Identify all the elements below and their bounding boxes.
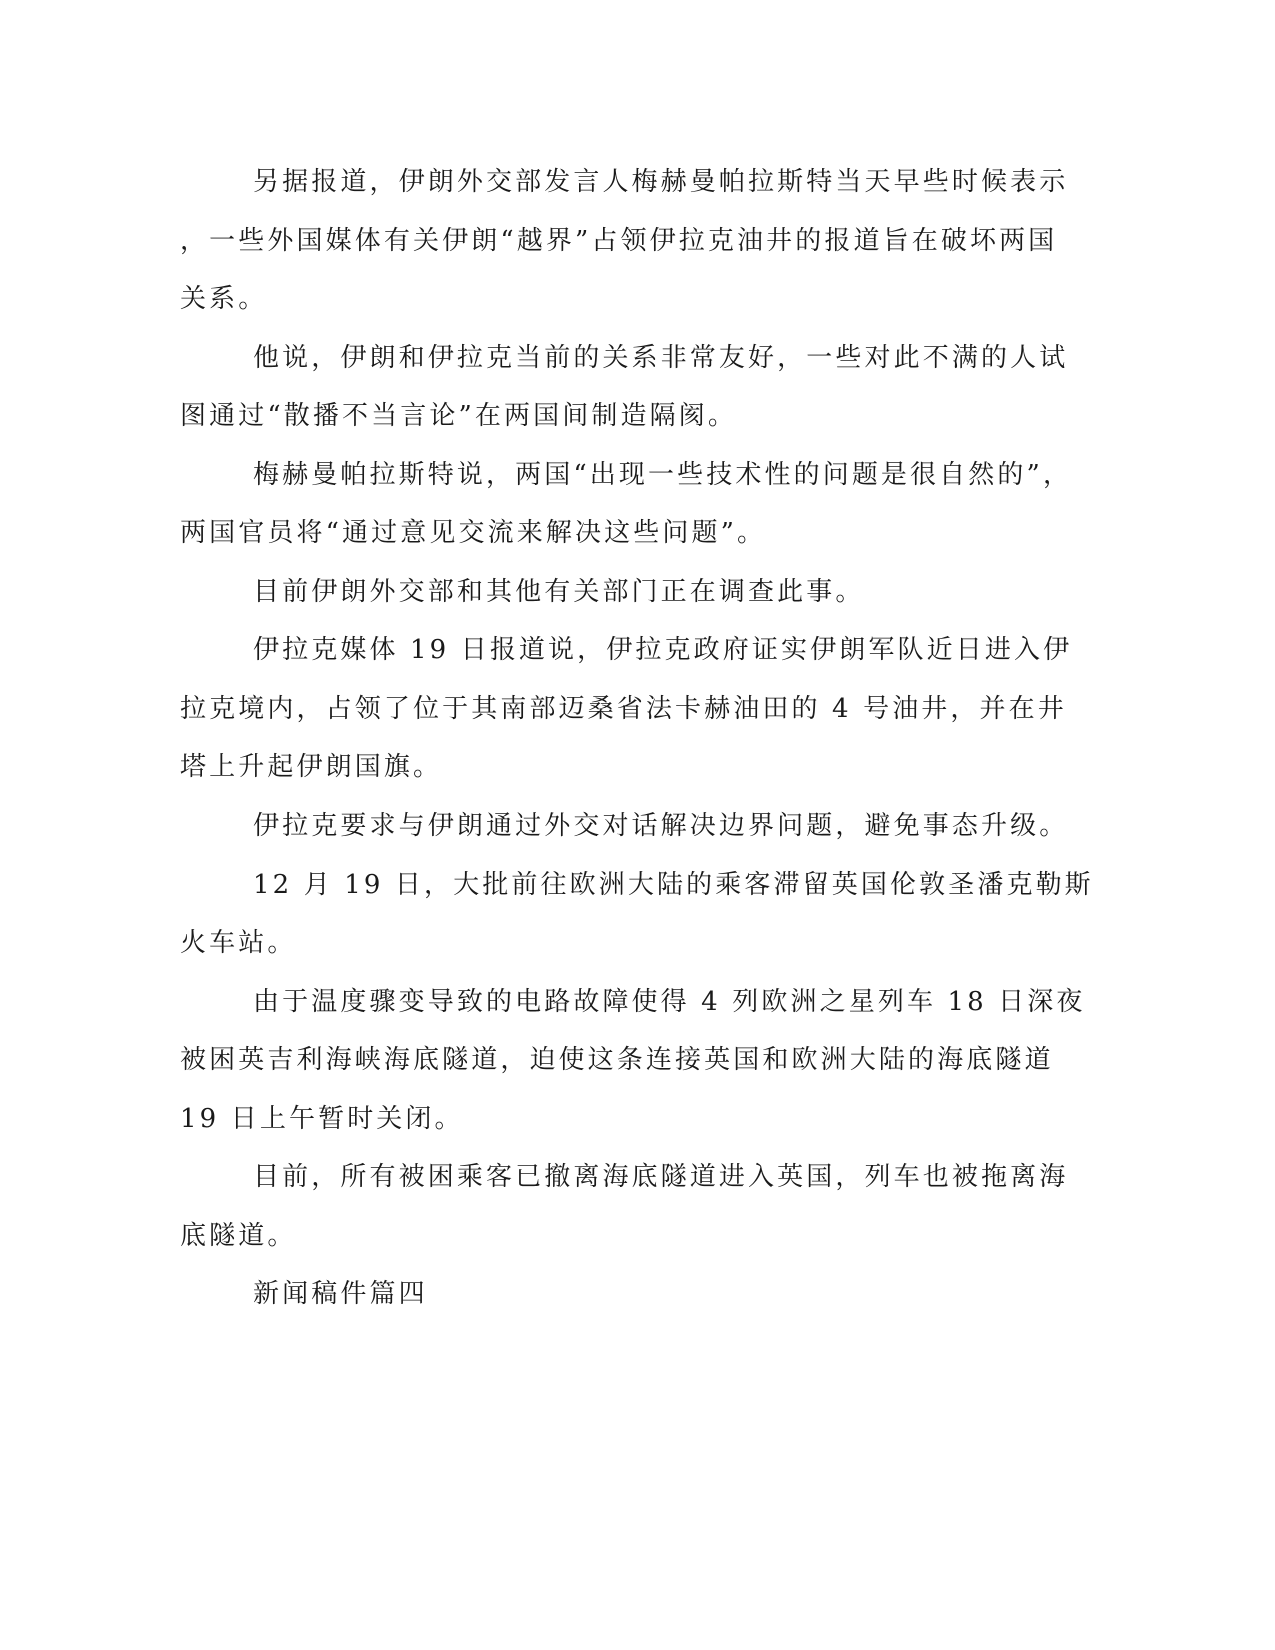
text-line: ，一些外国媒体有关伊朗“越界”占领伊拉克油井的报道旨在破坏两国 xyxy=(180,226,1058,256)
text-line: 火车站。 xyxy=(180,928,297,958)
text-line: 被困英吉利海峡海底隧道，迫使这条连接英国和欧洲大陆的海底隧道 xyxy=(180,1045,1054,1075)
text-line: 19 日上午暂时关闭。 xyxy=(180,1104,464,1134)
text-line: 梅赫曼帕拉斯特说，两国“出现一些技术性的问题是很自然的”， xyxy=(253,460,1073,490)
text-line: 塔上升起伊朗国旗。 xyxy=(180,752,443,782)
text-line: 关系。 xyxy=(180,284,268,314)
text-line: 拉克境内，占领了位于其南部迈桑省法卡赫油田的 4 号油井，并在井 xyxy=(180,694,1067,724)
text-line: 目前，所有被困乘客已撤离海底隧道进入英国，列车也被拖离海 xyxy=(253,1162,1069,1192)
text-line: 目前伊朗外交部和其他有关部门正在调查此事。 xyxy=(253,577,865,607)
text-line: 底隧道。 xyxy=(180,1221,297,1251)
text-line: 另据报道，伊朗外交部发言人梅赫曼帕拉斯特当天早些时候表示 xyxy=(253,167,1069,197)
text-line: 他说，伊朗和伊拉克当前的关系非常友好，一些对此不满的人试 xyxy=(253,343,1069,373)
text-line: 由于温度骤变导致的电路故障使得 4 列欧洲之星列车 18 日深夜 xyxy=(253,987,1086,1017)
text-line: 图通过“散播不当言论”在两国间制造隔阂。 xyxy=(180,401,737,431)
text-line: 伊拉克要求与伊朗通过外交对话解决边界问题，避免事态升级。 xyxy=(253,811,1069,841)
text-line: 两国官员将“通过意见交流来解决这些问题”。 xyxy=(180,518,767,548)
text-line: 伊拉克媒体 19 日报道说，伊拉克政府证实伊朗军队近日进入伊 xyxy=(253,635,1073,665)
text-line: 12 月 19 日，大批前往欧洲大陆的乘客滞留英国伦敦圣潘克勒斯 xyxy=(253,870,1094,900)
section-heading: 新闻稿件篇四 xyxy=(253,1279,428,1309)
